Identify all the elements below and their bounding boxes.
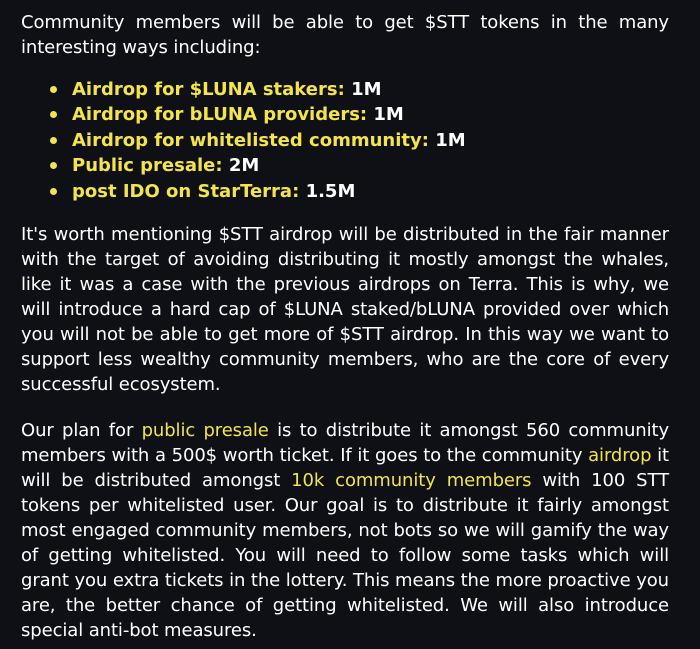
presale-plan-paragraph [21,418,669,643]
item-value: 1M [351,79,382,100]
list-item [50,153,669,178]
airdrop-link[interactable]: airdrop [588,445,652,467]
community-members-link[interactable]: 10k community members [291,470,532,492]
item-label: Public presale: [72,155,223,177]
bullet-icon [50,188,57,195]
list-item [50,102,669,127]
item-label: Airdrop for $LUNA stakers: [72,79,345,100]
list-item [50,128,669,153]
text-span: with 100 STT tokens per whitelisted user. Our goal is to distribute it fairly amongst most engaged community members, not bots so we will gamify the way of getting whitelisted. You will need to follow some tasks which will grant you extra tickets in the lottery. This means the more proactive you are, the better chance of getting whitelisted. We will also introduce special anti-bot measures. [21,470,669,642]
bullet-icon [50,137,57,144]
item-value: 2M [228,155,260,177]
distribution-list [21,77,669,204]
list-item [50,179,669,204]
text-span: it will be distributed amongst [21,445,669,492]
text-span: is to distribute it amongst 560 community members with a 500$ worth ticket. If it goes to the community [21,420,669,467]
item-label: post IDO on StarTerra: [72,180,300,202]
item-value: 1M [373,104,404,126]
public-presale-link[interactable]: public presale [141,420,269,442]
item-label: Airdrop for whitelisted community: [72,129,429,151]
list-item [50,77,669,102]
item-label: Airdrop for bLUNA providers: [72,104,368,126]
bullet-icon [50,162,57,169]
intro-paragraph: Community members will be able to get $STT tokens in the many interesting ways including: [21,12,669,58]
bullet-icon [50,111,57,118]
airdrop-fairness-paragraph: It's worth mentioning $STT airdrop will be distributed in the fair manner with the target of avoiding distributing it mostly amongst the whales, like it was a case with the previous airdrops on Terra. This is why, we will introduce a hard cap of $LUNA staked/bLUNA provided over which you will not be able to get more of $STT airdrop. In this way we want to support less wealthy community members, who are the core of every successful ecosystem. [21,224,669,396]
item-value: 1M [435,129,466,151]
item-value: 1.5M [305,180,356,202]
text-span: Our plan for [21,420,142,442]
bullet-icon [50,86,57,93]
